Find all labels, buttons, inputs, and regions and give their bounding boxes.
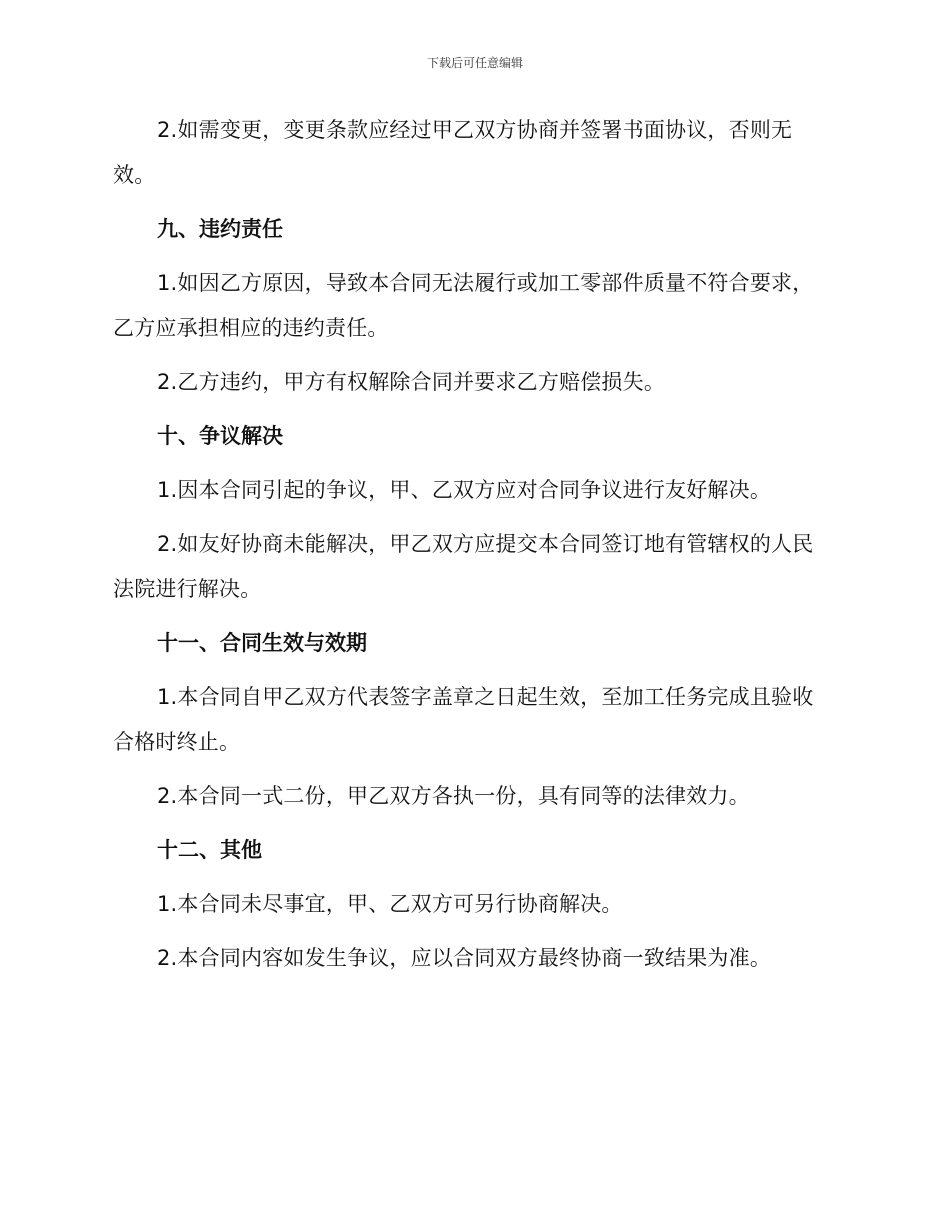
clause-11-2: 2.本合同一式二份，甲乙双方各执一份，具有同等的法律效力。: [157, 784, 750, 808]
section-heading-12: 十二、其他: [157, 838, 262, 862]
clause-12-1: 1.本合同未尽事宜，甲、乙双方可另行协商解决。: [157, 892, 623, 916]
section-heading-9: 九、违约责任: [157, 217, 283, 241]
header-note: 下载后可任意编辑: [426, 56, 523, 70]
clause-10-1: 1.因本合同引起的争议，甲、乙双方应对合同争议进行友好解决。: [157, 478, 772, 502]
clause-9-2: 2.乙方违约，甲方有权解除合同并要求乙方赔偿损失。: [157, 370, 666, 394]
clause-8-2: 2.如需变更，变更条款应经过甲乙双方协商并签署书面协议，否则无效。: [113, 118, 793, 187]
clause-10-2: 2.如友好协商未能解决，甲乙双方应提交本合同签订地有管辖权的人民法院进行解决。: [113, 532, 814, 601]
clause-11-1: 1.本合同自甲乙双方代表签字盖章之日起生效，至加工任务完成且验收合格时终止。: [113, 685, 814, 754]
clause-12-2: 2.本合同内容如发生争议，应以合同双方最终协商一致结果为准。: [157, 946, 772, 970]
section-heading-11: 十一、合同生效与效期: [157, 631, 367, 655]
section-heading-10: 十、争议解决: [157, 424, 283, 448]
document-body: [113, 108, 833, 990]
clause-9-1: 1.如因乙方原因，导致本合同无法履行或加工零部件质量不符合要求，乙方应承担相应的违约责任。: [113, 271, 814, 340]
